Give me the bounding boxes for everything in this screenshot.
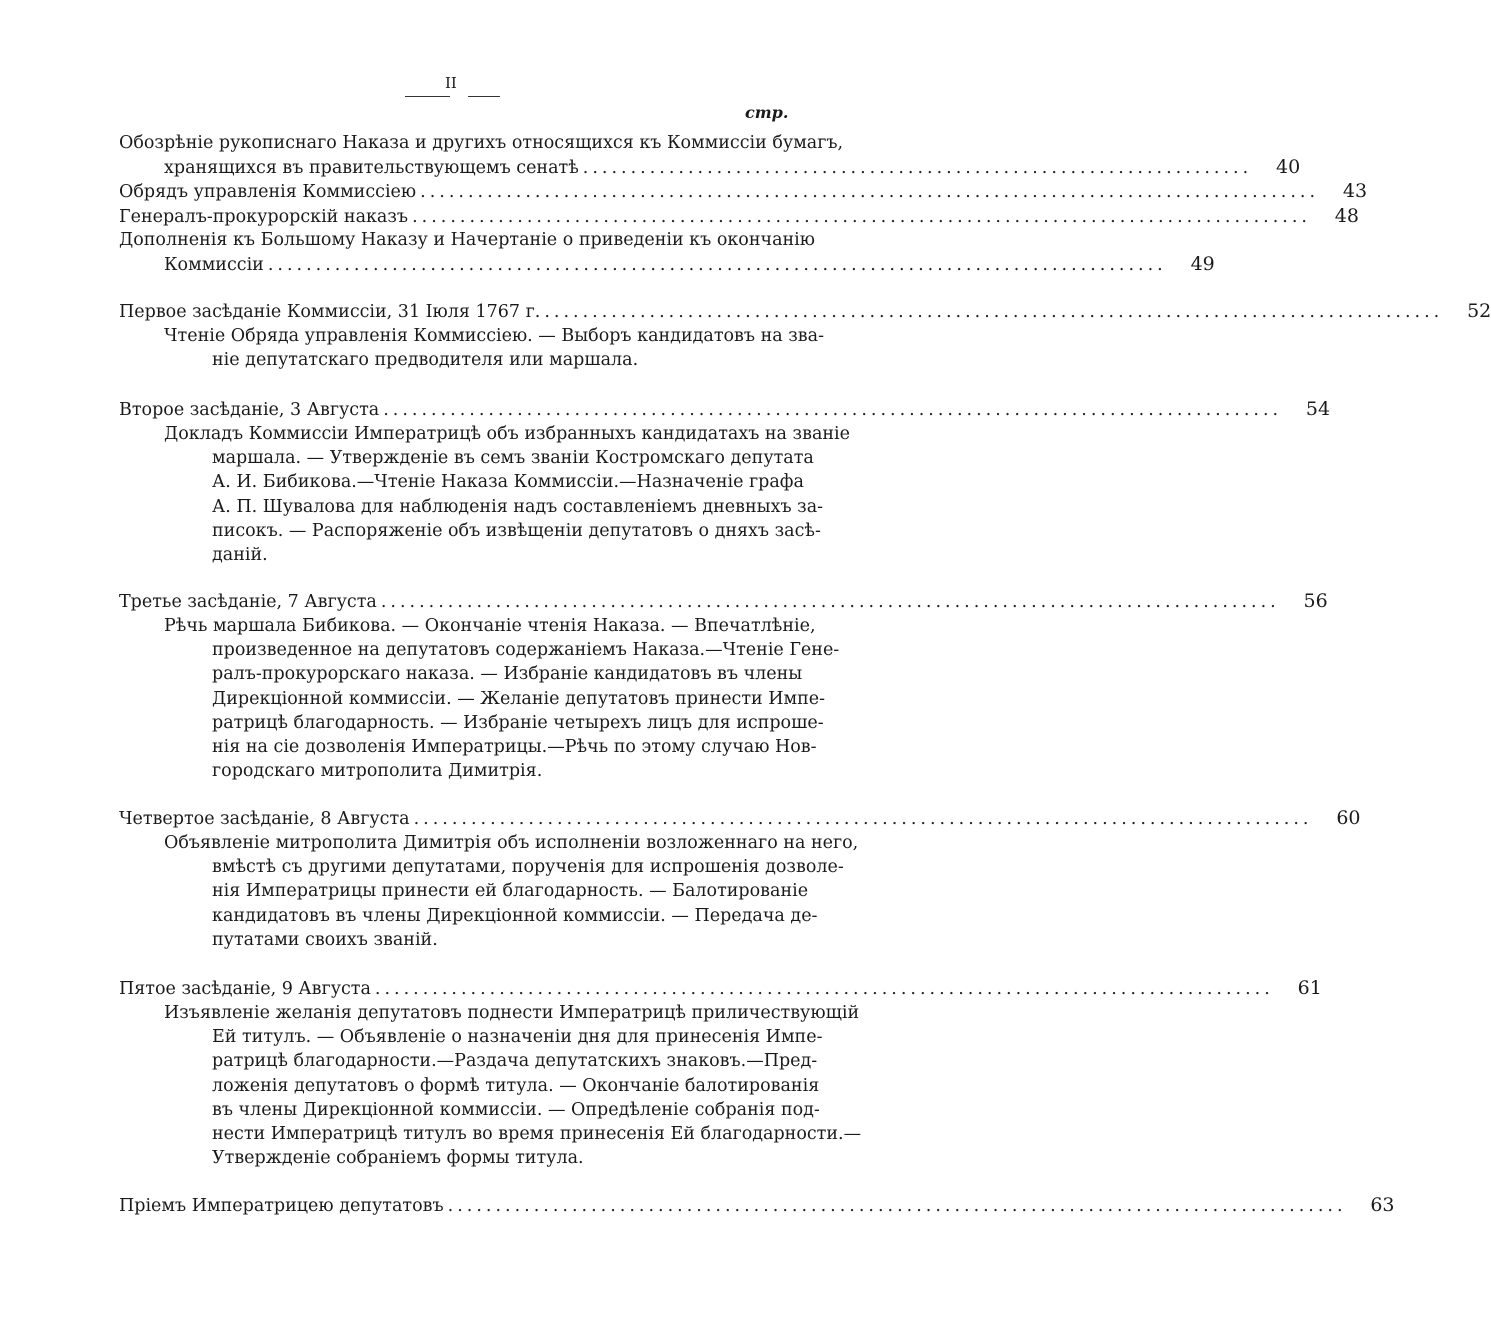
- toc-entry: [119, 204, 1359, 229]
- toc-entry-description: путатами своихъ званій.: [212, 930, 438, 950]
- toc-entry-title: Пятое засѣданіе, 9 Августа: [119, 979, 371, 999]
- dot-leader: ..............................................................................................: [374, 979, 1274, 999]
- toc-entry-description: Утвержденіе собраніемъ формы титула.: [212, 1148, 584, 1168]
- toc-entry-page: 60: [1336, 807, 1361, 829]
- toc-entry-title: Генералъ-прокурорскій наказъ: [119, 207, 409, 227]
- toc-entry-title: Коммиссіи: [164, 255, 264, 275]
- toc-entry-page: 48: [1334, 205, 1359, 227]
- toc-entry: [119, 397, 1331, 422]
- toc-entry-page: 40: [1275, 156, 1301, 178]
- toc-entry: [119, 179, 1368, 204]
- toc-entry: [119, 1193, 1395, 1218]
- toc-entry-description: Дирекціонной коммиссіи. — Желаніе депутатовъ принести Импе-: [212, 689, 826, 709]
- toc-entry-description: ратрицѣ благодарность. — Избраніе четырехъ лицъ для испроше-: [212, 713, 824, 733]
- dot-leader: ..............................................................................................: [420, 182, 1320, 202]
- toc-entry-page: 63: [1370, 1194, 1395, 1216]
- dot-leader: ..............................................................................................: [412, 207, 1311, 227]
- toc-entry-title: Обрядъ управленія Коммиссіею: [119, 182, 417, 202]
- toc-entry-title-line: Обозрѣніе рукописнаго Наказа и другихъ относящихся къ Коммиссіи бумагъ,: [119, 133, 844, 153]
- dot-leader: ..............................................................................................: [267, 255, 1167, 275]
- toc-entry-page: 49: [1190, 253, 1215, 275]
- toc-entry-description: городскаго митрополита Димитрія.: [212, 761, 543, 781]
- toc-entry-description: ложенія депутатовъ о формѣ титула. — Окончаніе балотированія: [212, 1076, 820, 1096]
- toc-entry-description: ралъ-прокурорскаго наказа. — Избраніе кандидатовъ въ члены: [212, 664, 803, 684]
- toc-entry: [164, 155, 1301, 180]
- toc-entry-page: 52: [1467, 300, 1491, 322]
- dot-leader: ..............................................................................................: [383, 400, 1283, 420]
- toc-entry-page: 43: [1342, 180, 1368, 202]
- dot-leader: ......................................................................: [582, 158, 1253, 178]
- toc-entry: [119, 299, 1491, 324]
- toc-entry-description: писокъ. — Распоряженіе объ извѣщеніи депутатовъ о дняхъ засѣ-: [212, 521, 821, 541]
- toc-entry: [164, 252, 1215, 277]
- toc-entry-description: Изъявленіе желанія депутатовъ поднести Императрицѣ приличествующій: [164, 1003, 860, 1023]
- toc-entry-description: ніе депутатскаго предводителя или маршала.: [212, 350, 639, 370]
- toc-entry-description: А. И. Бибикова.—Чтеніе Наказа Коммиссіи.—Назначеніе графа: [212, 472, 804, 492]
- toc-entry-description: даній.: [212, 545, 268, 565]
- page-column-heading: стр.: [745, 103, 789, 122]
- page-number: II: [445, 74, 457, 92]
- toc-entry-description: ратрицѣ благодарности.—Раздача депутатскихъ знаковъ.—Пред-: [212, 1051, 818, 1071]
- toc-entry-description: нія Императрицы принести ей благодарность. — Балотированіе: [212, 881, 809, 901]
- toc-entry-description: маршала. — Утвержденіе въ семъ званіи Костромскаго депутата: [212, 448, 814, 468]
- toc-entry-title: Пріемъ Императрицею депутатовъ: [119, 1196, 444, 1216]
- toc-entry-description: Рѣчь маршала Бибикова. — Окончаніе чтенія Наказа. — Впечатлѣніе,: [164, 616, 816, 636]
- toc-entry-description: нести Императрицѣ титулъ во время принесенія Ей благодарности.—: [212, 1124, 862, 1144]
- toc-entry: [119, 806, 1361, 831]
- toc-entry-title: Третье засѣданіе, 7 Августа: [119, 592, 377, 612]
- toc-entry-title: Первое засѣданіе Коммиссіи, 31 Іюля 1767 г.: [119, 302, 541, 322]
- toc-entry-description: Ей титулъ. — Объявленіе о назначеніи дня для принесенія Импе-: [212, 1027, 823, 1047]
- toc-entry-description: въ члены Дирекціонной коммиссіи. — Опредѣленіе собранія под-: [212, 1100, 820, 1120]
- toc-entry-description: нія на сіе дозволенія Императрицы.—Рѣчь по этому случаю Нов-: [212, 737, 817, 757]
- toc-entry-page: 61: [1297, 977, 1322, 999]
- toc-entry-description: Объявленіе митрополита Димитрія объ исполненіи возложеннаго на него,: [164, 833, 859, 853]
- toc-entry-title: хранящихся въ правительствующемъ сенатѣ: [164, 158, 579, 178]
- dot-leader: ..............................................................................................: [413, 809, 1313, 829]
- dot-leader: ..............................................................................................: [544, 302, 1444, 322]
- toc-entry-description: А. П. Шувалова для наблюденія надъ составленіемъ дневныхъ за-: [212, 497, 824, 517]
- toc-entry-page: 56: [1303, 590, 1328, 612]
- toc-entry: [119, 589, 1328, 614]
- toc-entry-description: кандидатовъ въ члены Дирекціонной коммиссіи. — Передача де-: [212, 906, 818, 926]
- toc-entry: [119, 976, 1322, 1001]
- dot-leader: ..............................................................................................: [447, 1196, 1347, 1216]
- toc-entry-page: 54: [1305, 398, 1331, 420]
- toc-entry-description: вмѣстѣ съ другими депутатами, порученія для испрошенія дозволе-: [212, 857, 844, 877]
- toc-entry-title: Второе засѣданіе, 3 Августа: [119, 400, 380, 420]
- page-number-rule-left: [405, 96, 450, 97]
- toc-entry-description: Чтеніе Обряда управленія Коммиссіею. — Выборъ кандидатовъ на зва-: [164, 326, 824, 346]
- page-number-rule-right: [468, 96, 500, 97]
- dot-leader: ..............................................................................................: [380, 592, 1280, 612]
- toc-entry-title: Четвертое засѣданіе, 8 Августа: [119, 809, 410, 829]
- toc-entry-title-line: Дополненія къ Большому Наказу и Начертаніе о приведеніи къ окончанію: [119, 230, 815, 250]
- toc-entry-description: Докладъ Коммиссіи Императрицѣ объ избранныхъ кандидатахъ на званіе: [164, 424, 851, 444]
- toc-entry-description: произведенное на депутатовъ содержаніемъ Наказа.—Чтеніе Гене-: [212, 640, 840, 660]
